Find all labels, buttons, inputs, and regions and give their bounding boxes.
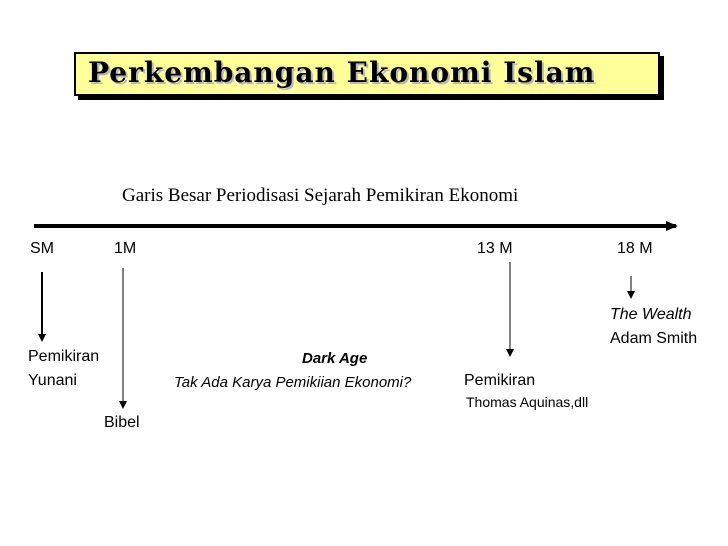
event-yunani-line2: Yunani [28,372,77,389]
diagram-subtitle: Garis Besar Periodisasi Sejarah Pemikiran Ekonomi [122,185,519,206]
event-yunani-line1: Pemikiran [28,348,100,365]
event-aquinas-line1: Pemikiran [464,372,536,389]
event-dark-age-title: Dark Age [302,350,368,367]
period-label-sm: SM [30,240,54,257]
event-smith-line2: Adam Smith [610,330,698,347]
event-bibel: Bibel [104,414,140,431]
period-label-13m: 13 M [477,240,513,257]
event-dark-age-desc: Tak Ada Karya Pemikiian Ekonomi? [174,374,412,391]
period-label-1m: 1M [114,240,137,257]
event-smith-line1: The Wealth [610,306,692,323]
page-title: Perkembangan Ekonomi Islam [88,56,596,89]
period-label-18m: 18 M [617,240,653,257]
event-aquinas-line2: Thomas Aquinas,dll [466,394,589,410]
